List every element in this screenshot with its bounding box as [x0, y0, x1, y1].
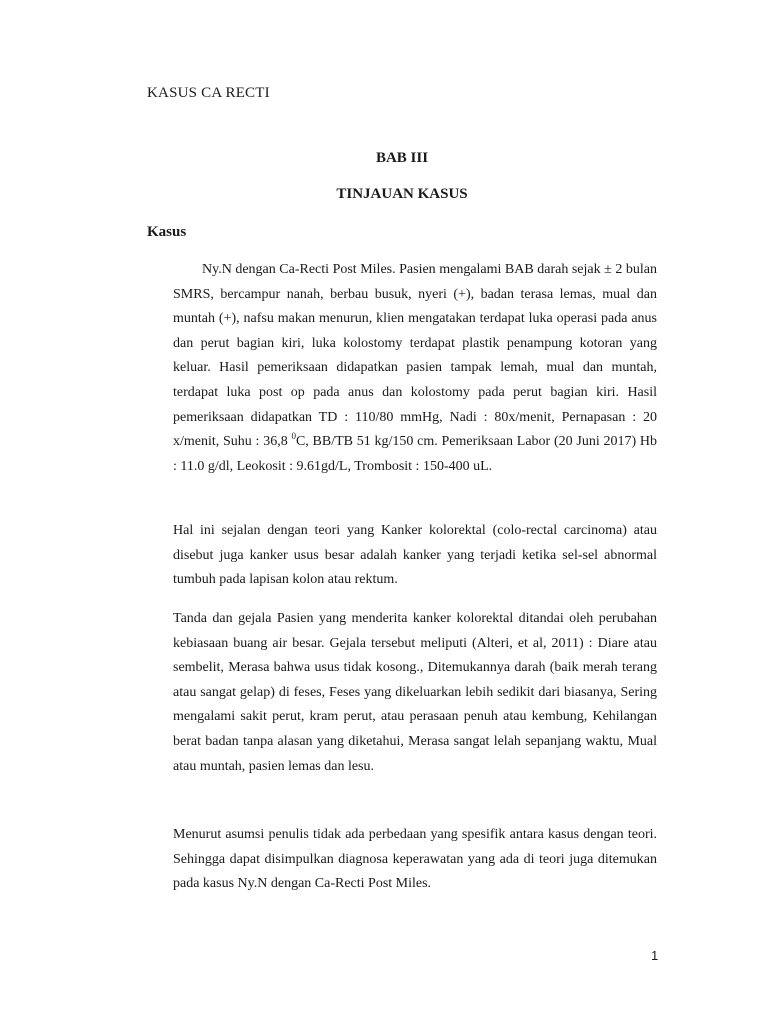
degree-superscript: 0: [291, 431, 296, 442]
theory-paragraph: Hal ini sejalan dengan teori yang Kanker kolorektal (colo-rectal carcinoma) atau disebut juga kanker usus besar adalah kanker yang terjadi ketika sel-sel abnormal tumbuh pada lapisan kolon atau rektum.: [173, 523, 657, 588]
page-number: 1: [651, 948, 659, 963]
symptoms-paragraph: Tanda dan gejala Pasien yang menderita kanker kolorektal ditandai oleh perubahan kebiasaan buang air besar. Gejala tersebut meliputi (Alteri, et al, 2011) : Diare atau sembelit, Merasa bahwa usus tidak kosong., Ditemukannya darah (baik merah terang atau sangat gelap) di feses, Feses yang dikeluarkan lebih sedikit dari biasanya, Sering mengalami sakit perut, kram perut, atau perasaan penuh atau kembung, Kehilangan berat badan tanpa alasan yang diketahui, Merasa sangat lelah sepanjang waktu, Mual atau muntah, pasien lemas dan lesu.: [173, 611, 657, 774]
document-header: KASUS CA RECTI: [147, 85, 270, 101]
section-heading: Kasus: [147, 224, 187, 240]
case-text-part2: C, BB/TB 51 kg/150 cm. Pemeriksaan Labor (20 Juni 2017) Hb : 11.0 g/dl, Leokosit : 9.61gd/L, Trombosit : 150-400 uL.: [173, 434, 657, 474]
case-paragraph: [173, 258, 657, 479]
chapter-title: TINJAUAN KASUS: [336, 186, 468, 202]
assumption-paragraph: Menurut asumsi penulis tidak ada perbedaan yang spesifik antara kasus dengan teori. Sehingga dapat disimpulkan diagnosa keperawatan yang ada di teori juga ditemukan pada kasus Ny.N dengan Ca-Recti Post Miles.: [173, 827, 657, 892]
chapter-number: BAB III: [375, 150, 429, 166]
case-text-part1: Ny.N dengan Ca-Recti Post Miles. Pasien mengalami BAB darah sejak ± 2 bulan SMRS, bercampur nanah, berbau busuk, nyeri (+), badan terasa lemas, mual dan muntah (+), nafsu makan menurun, klien mengatakan terdapat luka operasi pada anus dan perut bagian kiri, luka kolostomy terdapat plastik penampung kotoran yang keluar. Hasil pemeriksaan didapatkan pasien tampak lemah, mual dan muntah, terdapat luka post op pada anus dan kolostomy pada perut bagian kiri. Hasil pemeriksaan didapatkan TD : 110/80 mmHg, Nadi : 80x/menit, Pernapasan : 20 x/menit, Suhu : 36,8: [173, 262, 657, 450]
